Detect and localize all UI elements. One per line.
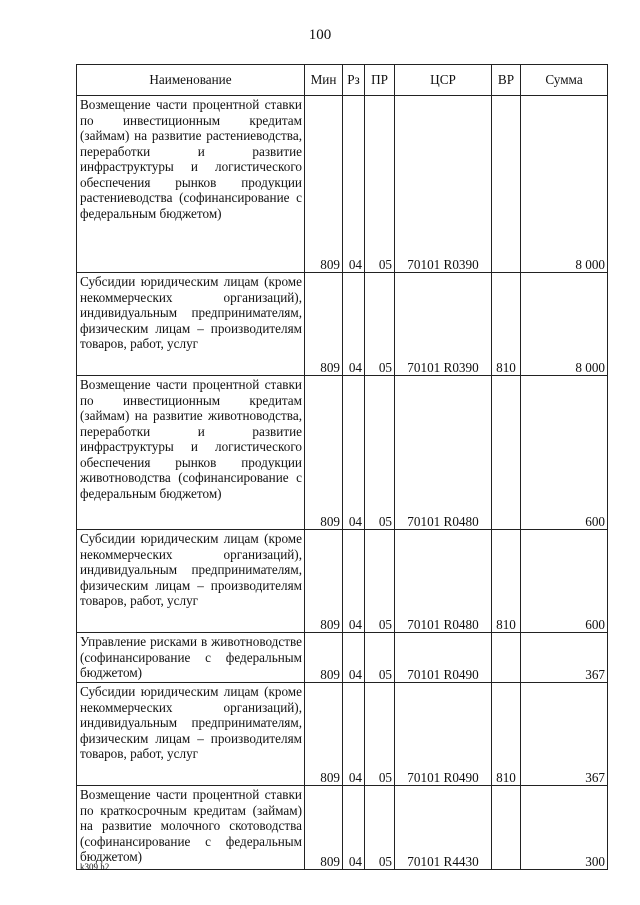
- cell-vr: 810: [492, 530, 521, 633]
- cell-vr: 810: [492, 683, 521, 786]
- cell-pr: 05: [365, 96, 395, 273]
- table-header: [77, 65, 608, 96]
- cell-min: 809: [305, 96, 343, 273]
- cell-csr: 70101 R0490: [395, 683, 492, 786]
- cell-rz: 04: [343, 683, 365, 786]
- cell-pr: 05: [365, 376, 395, 530]
- col-header-pr: ПР: [365, 65, 395, 96]
- page-number: 100: [308, 27, 332, 43]
- table-body: [77, 96, 608, 870]
- table-row: [77, 96, 608, 273]
- cell-rz: 04: [343, 530, 365, 633]
- col-header-min: Мин: [305, 65, 343, 96]
- cell-pr: 05: [365, 786, 395, 870]
- cell-sum: 600: [521, 530, 608, 633]
- cell-vr: 810: [492, 273, 521, 376]
- cell-pr: 05: [365, 273, 395, 376]
- cell-sum: 600: [521, 376, 608, 530]
- cell-name: Возмещение части процентной ставки по инвестиционным кредитам (займам) на развитие животноводства, переработки и развитие инфраструктуры и логистического обеспечения рынков продукции животноводства (софинансирование с федеральным бюджетом): [77, 376, 305, 530]
- cell-csr: 70101 R0480: [395, 530, 492, 633]
- cell-sum: 8 000: [521, 96, 608, 273]
- table-row: [77, 273, 608, 376]
- cell-rz: 04: [343, 273, 365, 376]
- cell-csr: 70101 R0390: [395, 96, 492, 273]
- cell-min: 809: [305, 786, 343, 870]
- cell-csr: 70101 R0390: [395, 273, 492, 376]
- cell-name: Субсидии юридическим лицам (кроме некоммерческих организаций), индивидуальным предпринимателям, физическим лицам – производителям товаров, работ, услуг: [77, 683, 305, 786]
- col-header-rz: Рз: [343, 65, 365, 96]
- table-row: [77, 786, 608, 870]
- footer-code: k309 h2: [80, 862, 110, 872]
- cell-sum: 300: [521, 786, 608, 870]
- cell-pr: 05: [365, 683, 395, 786]
- cell-pr: 05: [365, 530, 395, 633]
- cell-min: 809: [305, 273, 343, 376]
- cell-csr: 70101 R0490: [395, 633, 492, 683]
- cell-pr: 05: [365, 633, 395, 683]
- cell-rz: 04: [343, 376, 365, 530]
- table-row: [77, 633, 608, 683]
- cell-min: 809: [305, 376, 343, 530]
- cell-sum: 367: [521, 683, 608, 786]
- cell-name: Субсидии юридическим лицам (кроме некоммерческих организаций), индивидуальным предпринимателям, физическим лицам – производителям товаров, работ, услуг: [77, 273, 305, 376]
- cell-name: Возмещение части процентной ставки по инвестиционным кредитам (займам) на развитие растениеводства, переработки и развитие инфраструктуры и логистического обеспечения рынков продукции растениеводства (софинансирование с федеральным бюджетом): [77, 96, 305, 273]
- table-row: [77, 376, 608, 530]
- cell-rz: 04: [343, 96, 365, 273]
- col-header-sum: Сумма: [521, 65, 608, 96]
- cell-vr: [492, 633, 521, 683]
- cell-sum: 367: [521, 633, 608, 683]
- cell-vr: [492, 96, 521, 273]
- col-header-csr: ЦСР: [395, 65, 492, 96]
- cell-min: 809: [305, 633, 343, 683]
- cell-min: 809: [305, 683, 343, 786]
- budget-table: [76, 64, 608, 870]
- cell-rz: 04: [343, 633, 365, 683]
- cell-name: Возмещение части процентной ставки по краткосрочным кредитам (займам) на развитие молочного скотоводства (софинансирование с федеральным бюджетом): [77, 786, 305, 870]
- cell-sum: 8 000: [521, 273, 608, 376]
- table-row: [77, 683, 608, 786]
- col-header-vr: ВР: [492, 65, 521, 96]
- cell-csr: 70101 R0480: [395, 376, 492, 530]
- cell-name: Управление рисками в животноводстве (софинансирование с федеральным бюджетом): [77, 633, 305, 683]
- cell-csr: 70101 R4430: [395, 786, 492, 870]
- cell-min: 809: [305, 530, 343, 633]
- cell-vr: [492, 786, 521, 870]
- cell-rz: 04: [343, 786, 365, 870]
- cell-name: Субсидии юридическим лицам (кроме некоммерческих организаций), индивидуальным предпринимателям, физическим лицам – производителям товаров, работ, услуг: [77, 530, 305, 633]
- table-row: [77, 530, 608, 633]
- cell-vr: [492, 376, 521, 530]
- col-header-name: Наименование: [77, 65, 305, 96]
